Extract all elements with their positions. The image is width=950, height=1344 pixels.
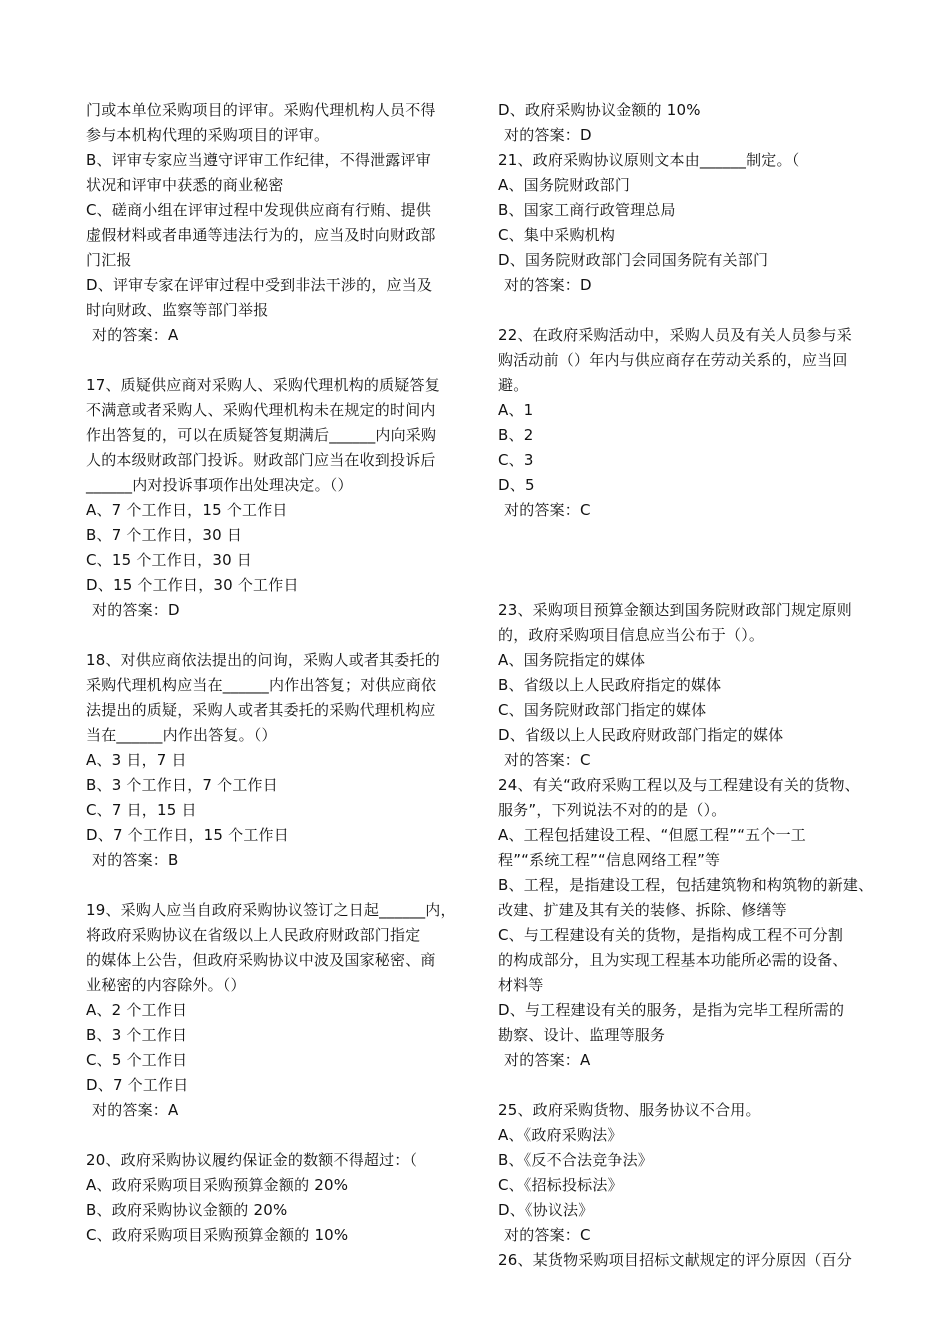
option-d: D、评审专家在评审过程中受到非法干涉的，应当及 [86,276,433,294]
option-d: D、7 个工作日，15 个工作日 [86,826,289,844]
question-text: 的，政府采购项目信息应当公布于（）。 [498,626,765,644]
question-text: 25、政府采购货物、服务协议不合用。 [498,1101,761,1119]
question-text: 24、有关“政府采购工程以及与工程建设有关的货物、 [498,776,860,794]
answer-line: 对的答案：C [504,751,591,769]
option-d: D、15 个工作日，30 个工作日 [86,576,299,594]
question-text: 将政府采购协议在省级以上人民政府财政部门指定 [86,926,421,944]
answer-line: 对的答案：C [504,501,591,519]
right-column [498,98,890,1273]
text-line: 参与本机构代理的采购项目的评审。 [86,126,330,144]
answer-line: 对的答案：D [504,276,592,294]
option-b: B、7 个工作日，30 日 [86,526,243,544]
option-b: B、省级以上人民政府指定的媒体 [498,676,722,694]
question-text: 法提出的质疑，采购人或者其委托的采购代理机构应 [86,701,436,719]
question-text: 人的本级财政部门投诉。财政部门应当在收到投诉后 [86,451,436,469]
question-text: 21、政府采购协议原则文本由______制定。（ [498,151,800,169]
question-20 [86,1148,478,1248]
option-c: C、15 个工作日，30 日 [86,551,252,569]
option-d: D、省级以上人民政府财政部门指定的媒体 [498,726,784,744]
question-17 [86,373,478,623]
option-c: C、集中采购机构 [498,226,616,244]
question-text: 26、某货物采购项目招标文献规定的评分原因（百分 [498,1251,852,1269]
option-d-cont: 勘察、设计、监理等服务 [498,1026,666,1044]
option-c: C、7 日，15 日 [86,801,197,819]
option-c: C、5 个工作日 [86,1051,188,1069]
option-a: A、国务院财政部门 [498,176,631,194]
option-b: B、《反不合法竞争法》 [498,1151,653,1169]
question-19 [86,898,478,1123]
option-d: D、7 个工作日 [86,1076,189,1094]
text-line: 虚假材料或者串通等违法行为的，应当及时向财政部 [86,226,436,244]
option-b-cont: 改建、扩建及其有关的装修、拆除、修缮等 [498,901,787,919]
option-d: D、国务院财政部门会同国务院有关部门 [498,251,769,269]
question-text: 作出答复的，可以在质疑答复期满后______内向采购 [86,426,437,444]
q16-tail [86,98,478,348]
option-d: D、5 [498,476,535,494]
option-b: B、政府采购协议金额的 20% [86,1201,288,1219]
option-a: A、政府采购项目采购预算金额的 20% [86,1176,349,1194]
answer-line: 对的答案：C [504,1226,591,1244]
question-18 [86,648,478,873]
option-a: A、7 个工作日，15 个工作日 [86,501,288,519]
question-text: 购活动前（）年内与供应商存在劳动关系的，应当回 [498,351,848,369]
option-a: A、2 个工作日 [86,1001,188,1019]
option-b: B、评审专家应当遵守评审工作纪律，不得泄露评审 [86,151,431,169]
option-c: C、政府采购项目采购预算金额的 10% [86,1226,349,1244]
question-25 [498,1098,890,1248]
text-line: 门汇报 [86,251,132,269]
text-line: 门或本单位采购项目的评审。采购代理机构人员不得 [86,101,436,119]
answer-line: 对的答案：B [92,851,179,869]
question-text: 23、采购项目预算金额达到国务院财政部门规定原则 [498,601,852,619]
answer-line: 对的答案：A [92,1101,179,1119]
option-c: C、3 [498,451,534,469]
question-text: 的媒体上公告，但政府采购协议中波及国家秘密、商 [86,951,436,969]
option-a: A、国务院指定的媒体 [498,651,646,669]
option-b: B、3 个工作日，7 个工作日 [86,776,278,794]
question-text: 避。 [498,376,529,394]
question-text: 22、在政府采购活动中，采购人员及有关人员参与采 [498,326,852,344]
question-24 [498,773,890,1073]
question-text: 不满意或者采购人、采购代理机构未在规定的时间内 [86,401,436,419]
option-a: A、1 [498,401,534,419]
question-text: 19、采购人应当自政府采购协议签订之日起______内， [86,901,456,919]
option-c: C、国务院财政部门指定的媒体 [498,701,707,719]
question-21 [498,148,890,298]
option-c: C、与工程建设有关的货物，是指构成工程不可分割 [498,926,844,944]
question-text: 当在______内作出答复。（） [86,726,277,744]
question-text: 20、政府采购协议履约保证金的数额不得超过：（ [86,1151,418,1169]
answer-line: 对的答案：D [504,126,592,144]
question-text: 服务”，下列说法不对的的是（）。 [498,801,727,819]
answer-line: 对的答案：D [92,601,180,619]
q20-tail [498,98,890,148]
option-a: A、工程包括建设工程、“但愿工程”“五个一工 [498,826,806,844]
option-c-cont: 的构成部分，且为实现工程基本功能所必需的设备、 [498,951,848,969]
option-c: C、《招标投标法》 [498,1176,623,1194]
answer-line: 对的答案：A [504,1051,591,1069]
answer-line: 对的答案：A [92,326,179,344]
option-b: B、工程，是指建设工程，包括建筑物和构筑物的新建、 [498,876,874,894]
option-b: B、3 个工作日 [86,1026,188,1044]
question-text: 17、质疑供应商对采购人、采购代理机构的质疑答复 [86,376,440,394]
question-text: 采购代理机构应当在______内作出答复；对供应商依 [86,676,437,694]
option-b: B、2 [498,426,534,444]
left-column [86,98,478,1248]
option-d: D、《协议法》 [498,1201,594,1219]
question-text: ______内对投诉事项作出处理决定。（） [86,476,353,494]
option-a-cont: 程”“系统工程”“信息网络工程”等 [498,851,721,869]
text-line: 状况和评审中获悉的商业秘密 [86,176,284,194]
option-a: A、3 日，7 日 [86,751,187,769]
question-26 [498,1248,890,1273]
text-line: 时向财政、监察等部门举报 [86,301,269,319]
option-c: C、磋商小组在评审过程中发现供应商有行贿、提供 [86,201,432,219]
option-a: A、《政府采购法》 [498,1126,623,1144]
question-text: 业秘密的内容除外。（） [86,976,246,994]
option-d: D、政府采购协议金额的 10% [498,101,701,119]
question-text: 18、对供应商依法提出的问询，采购人或者其委托的 [86,651,440,669]
option-d: D、与工程建设有关的服务，是指为完毕工程所需的 [498,1001,845,1019]
option-c-cont: 材料等 [498,976,544,994]
option-b: B、国家工商行政管理总局 [498,201,676,219]
question-23 [498,598,890,773]
question-22 [498,323,890,523]
